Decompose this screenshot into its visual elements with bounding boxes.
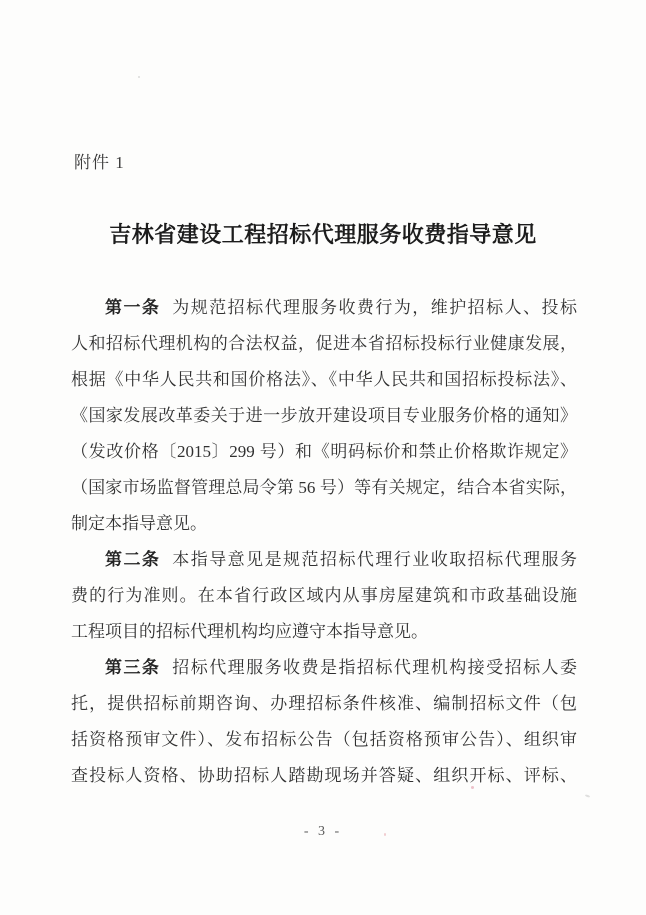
document-title: 吉林省建设工程招标代理服务收费指导意见 [109,222,537,247]
scan-speck [585,794,590,798]
scan-speck [138,76,140,78]
text-line: 制定本指导意见。 [71,514,207,533]
text-line-content: 本指导意见是规范招标代理行业收取招标代理服务 [172,550,578,569]
article-3-number: 第三条 [105,658,161,677]
article-2-number: 第二条 [105,550,161,569]
text-line: 括资格预审文件）、发布招标公告（包括资格预审公告）、组织审 [71,730,577,749]
text-line: （国家市场监督管理总局令第 56 号）等有关规定，结合本省实际， [71,478,577,497]
text-line: 人和招标代理机构的合法权益，促进本省招标投标行业健康发展， [71,334,577,353]
text-line-content: 招标代理服务收费是指招标代理机构接受招标人委 [172,658,578,677]
text-line: 根据《中华人民共和国价格法》、《中华人民共和国招标投标法》、 [71,370,577,389]
text-line [71,290,577,326]
scan-speck [471,786,474,789]
article-2-paragraph [71,542,577,650]
text-line: 查投标人资格、协助招标人踏勘现场并答疑、组织开标、评标、 [71,766,577,785]
text-line: 《国家发展改革委关于进一步放开建设项目专业服务价格的通知》 [71,406,577,425]
document-body [71,290,577,794]
article-1-number: 第一条 [105,298,161,317]
attachment-label: 附件 1 [74,153,125,172]
text-line: 工程项目的招标代理机构均应遵守本指导意见。 [71,622,428,641]
text-line: 费的行为准则。在本省行政区域内从事房屋建筑和市政基础设施 [71,586,577,605]
page-number: - 3 - [303,824,343,839]
text-line: （发改价格〔2015〕299 号）和《明码标价和禁止价格欺诈规定》 [71,442,577,461]
article-3-paragraph [71,650,577,794]
text-line [71,650,577,686]
text-line-content: 为规范招标代理服务收费行为，维护招标人、投标 [172,298,578,317]
text-line [71,542,577,578]
text-line: 托，提供招标前期咨询、办理招标条件核准、编制招标文件（包 [71,694,577,713]
article-1-paragraph [71,290,577,542]
